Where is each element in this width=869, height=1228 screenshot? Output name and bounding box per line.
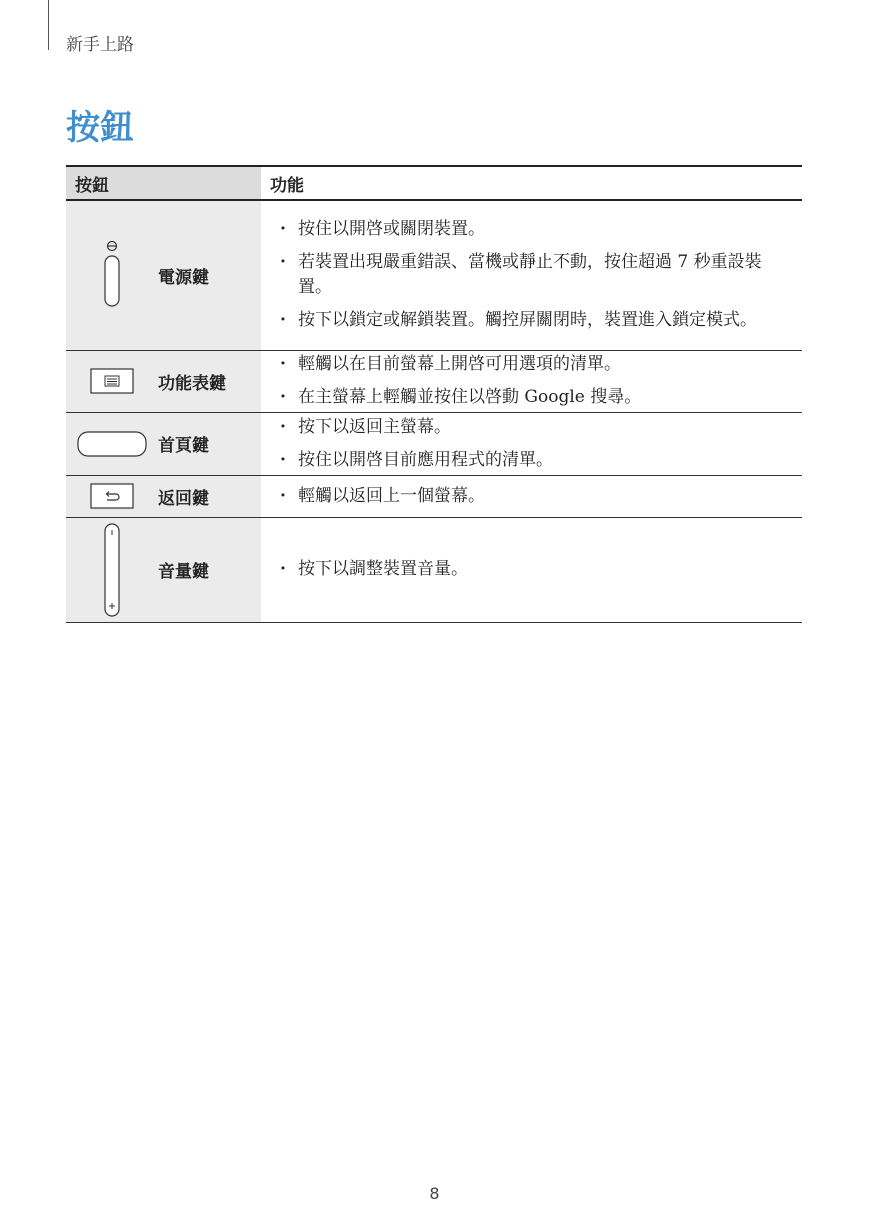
button-cell	[66, 517, 261, 622]
back-key-icon	[66, 483, 158, 509]
function-item: · 輕觸以在目前螢幕上開啓可用選項的清單。	[280, 352, 792, 377]
button-cell	[66, 475, 261, 517]
function-item: · 按住以開啓或關閉裝置。	[280, 217, 792, 242]
button-name: 首頁鍵	[158, 436, 209, 456]
button-cell	[66, 412, 261, 475]
function-item: · 按下以返回主螢幕。	[280, 415, 792, 440]
button-cell	[66, 350, 261, 412]
header-rule	[48, 0, 49, 50]
function-cell	[261, 475, 802, 517]
table-row	[66, 350, 802, 412]
column-header-button: 按鈕	[66, 166, 261, 200]
function-item: · 輕觸以返回上一個螢幕。	[280, 484, 792, 509]
table-row	[66, 517, 802, 622]
button-name: 音量鍵	[158, 562, 209, 582]
button-table	[66, 165, 802, 623]
function-item: · 按下以調整裝置音量。	[280, 557, 792, 582]
power-key-icon	[66, 240, 158, 310]
section-label: 新手上路	[66, 35, 134, 55]
column-header-function: 功能	[261, 166, 802, 200]
volume-key-icon	[66, 522, 158, 618]
button-name: 返回鍵	[158, 488, 209, 509]
function-item: · 在主螢幕上輕觸並按住以啓動 Google 搜尋。	[280, 385, 792, 410]
function-item: · 按下以鎖定或解鎖裝置。觸控屏關閉時，裝置進入鎖定模式。	[280, 308, 792, 333]
function-cell	[261, 412, 802, 475]
button-name: 功能表鍵	[158, 373, 226, 394]
function-item: · 按住以開啓目前應用程式的清單。	[280, 448, 792, 473]
page-title: 按鈕	[66, 108, 134, 148]
menu-key-icon	[66, 368, 158, 394]
function-cell	[261, 517, 802, 622]
button-cell	[66, 200, 261, 350]
table-row	[66, 412, 802, 475]
page-number: 8	[429, 1184, 440, 1203]
table-header-row	[66, 166, 802, 200]
table-row	[66, 200, 802, 350]
function-cell	[261, 350, 802, 412]
function-item: · 若裝置出現嚴重錯誤、當機或靜止不動，按住超過 7 秒重設裝置。	[280, 250, 792, 300]
button-name: 電源鍵	[158, 267, 209, 288]
function-cell	[261, 200, 802, 350]
table-row	[66, 475, 802, 517]
home-key-icon	[66, 430, 158, 458]
